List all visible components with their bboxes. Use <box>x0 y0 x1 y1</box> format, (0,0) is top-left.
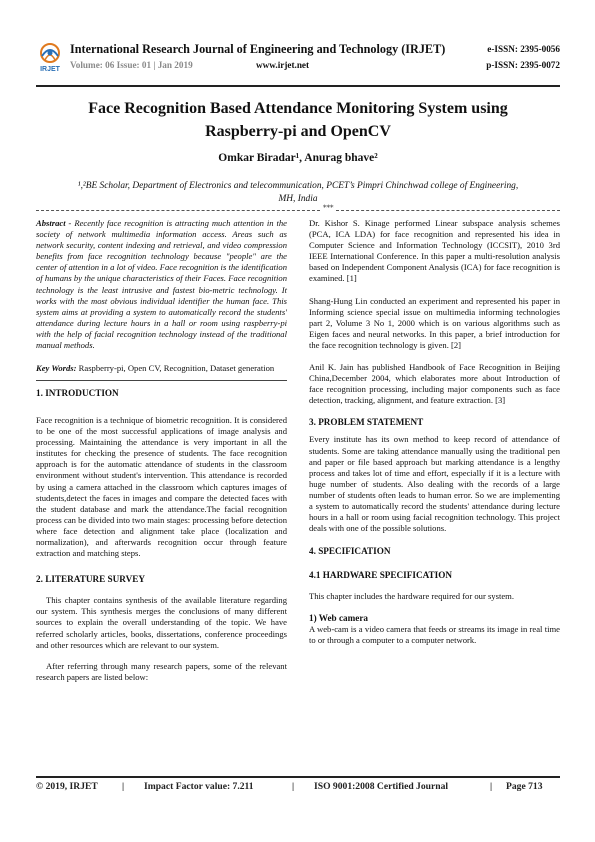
separator-dash-right <box>336 210 560 211</box>
abstract-text: Recently face recognition is attracting much attention in the society of network multimedia information access. Areas such as network security, content indexing and retrieval, and video compression benefits from face recognition technology because "people" are the center of attention in a lot of video. Face recognition is the identification of humans by the unique characteristics of their Faces. Face recognition technology is the least intrusive and fastest bio-metric technology. It works with the most obvious individual identifier the human face. This system aims at providing a system to automatically record the students' attendance during lecture hours in a hall or room using raspberry-pi with the help of facial recognition technology instead of the traditional manual methods. <box>36 218 287 351</box>
paper-title-line-1: Face Recognition Based Attendance Monitoring System using <box>88 100 508 117</box>
abstract-label: Abstract - <box>36 218 72 228</box>
keywords <box>36 363 287 374</box>
journal-header <box>36 42 560 82</box>
p-issn: p-ISSN: 2395-0072 <box>486 60 560 70</box>
footer-page-number: Page 713 <box>506 781 543 792</box>
footer-divider <box>36 776 560 778</box>
literature-survey-text-2: After referring through many research papers, some of the relevant research papers are listed below: <box>36 660 287 682</box>
keywords-label: Key Words: <box>36 363 77 374</box>
left-column <box>36 218 287 683</box>
paper-title <box>36 97 560 143</box>
subheading-web-camera: 1) Web camera <box>309 613 369 624</box>
footer-divider-2: | <box>292 781 295 792</box>
abstract <box>36 218 287 351</box>
irjet-logo-icon <box>36 42 64 76</box>
paragraph-anil-jain: Anil K. Jain has published Handbook of Face Recognition in Beijing China,December 2004, which elaborates more about Introduction of face recognition processing, including major components such as face detection, tracking, alignment, and feature extraction. [3] <box>309 362 560 406</box>
journal-url-link[interactable]: www.irjet.net <box>256 60 310 70</box>
hardware-specification-text: This chapter includes the hardware required for our system. <box>309 591 514 602</box>
footer-impact-factor: Impact Factor value: 7.211 <box>144 781 254 792</box>
abstract-divider <box>36 380 287 381</box>
footer-divider-3: | <box>490 781 493 792</box>
section-heading-introduction: 1. INTRODUCTION <box>36 388 119 399</box>
keywords-text: Raspberry-pi, Open CV, Recognition, Dataset generation <box>76 363 275 374</box>
footer-divider-1: | <box>122 781 125 792</box>
paragraph-shang-hung-lin: Shang-Hung Lin conducted an experiment and represented his paper in Informing science special issue on multimedia informing technologies part 2, Volume 3 No 1, 2000 which is on various algorithms such as Eigen faces and neural networks. In this paper, a brief introduction for the face recognition technology is given. [2] <box>309 295 560 350</box>
section-separator <box>36 204 560 215</box>
separator-stars: *** <box>323 204 334 212</box>
separator-dash-left <box>36 210 320 211</box>
footer-copyright: © 2019, IRJET <box>36 781 98 792</box>
section-heading-hardware-specification: 4.1 HARDWARE SPECIFICATION <box>309 570 453 581</box>
logo-text: IRJET <box>40 66 60 73</box>
right-column <box>309 218 560 647</box>
footer-iso: ISO 9001:2008 Certified Journal <box>314 781 449 792</box>
section-heading-specification: 4. SPECIFICATION <box>309 546 391 557</box>
affiliation-line-1: ¹,²BE Scholar, Department of Electronics and telecommunication, PCET’s Pimpri Chinchwad college of Engineering, <box>77 181 519 191</box>
web-camera-text: A web-cam is a video camera that feeds or streams its image in real time to or through a computer to a computer network. <box>309 624 560 646</box>
introduction-text: Face recognition is a technique of biometric recognition. It is considered to be one of the most successful applications of image analysis and processing. Maintaining the attendance is very important in all the institutes for checking the presence of students. The face recognition approach is for the automatic attendance of students in the classroom environment without student's intervention. This attendance is recorded by using a camera attached in the classroom which captures images of students,detect the faces in images and compare the detected faces with the student database and mark the attendance.The facial recognition process can be divided into two main stages: processing before detection where face detection and alignment take place (localization and normalization), and afterwards recognition occur through feature extraction and matching steps. <box>36 415 287 559</box>
section-heading-literature-survey: 2. LITERATURE SURVEY <box>36 574 146 585</box>
paper-affiliation <box>36 180 560 206</box>
problem-statement-text: Every institute has its own method to keep record of attendance of students. Some are taking attendance manually using the traditional pen and paper or file based approach but marking attendance is a lengthy process and takes lot of time and effort, especially if it is a lecture with huge number of students. Also dealing with the records of a large number of students often leads to human error. So we are implementing a system to automatically record the students' attendance during lecture hours in a hall or room using facial recognition technology. This project deals with one of the possible solutions. <box>309 434 560 534</box>
paragraph-kinage: Dr. Kishor S. Kinage performed Linear subspace analysis schemes (PCA, ICA LDA) for face recognition and represented his idea in Computer Science and Information Technology (ICCSIT), 2010 3rd IEEE International Conference. In this paper a multi-resolution analysis based on Independent Component Analysis (ICA) for face recognition is examined. [1] <box>309 218 560 284</box>
literature-survey-text-1: This chapter contains synthesis of the available literature regarding our system. This synthesis merges the conclusions of many different sources to explain the overall understanding of the topic. We have referred scholarly articles, books, dissertations, conference proceedings and other resources which are relevant to our system. <box>36 595 287 650</box>
volume-issue: Volume: 06 Issue: 01 | Jan 2019 <box>70 60 193 70</box>
affiliation-line-2: MH, India <box>278 194 318 204</box>
e-issn: e-ISSN: 2395-0056 <box>487 44 560 54</box>
journal-title: International Research Journal of Engineering and Technology (IRJET) <box>70 42 446 56</box>
section-heading-problem-statement: 3. PROBLEM STATEMENT <box>309 417 424 428</box>
paper-authors: Omkar Biradar¹, Anurag bhave² <box>218 152 378 164</box>
paper-title-line-2: Raspberry-pi and OpenCV <box>205 123 391 140</box>
header-divider <box>36 85 560 87</box>
